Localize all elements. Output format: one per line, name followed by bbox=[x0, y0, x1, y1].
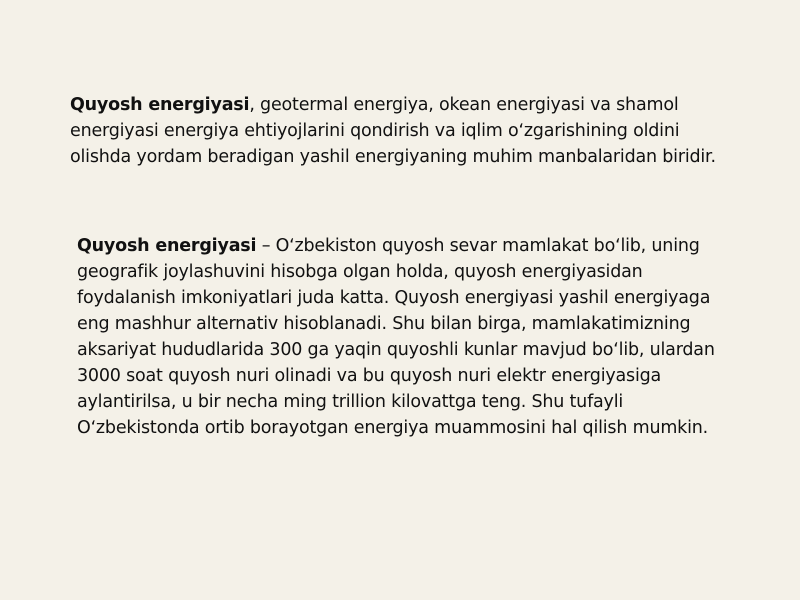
paragraph-uzbekistan-text: – Oʻzbekiston quyosh sevar mamlakat boʻlib, uning geografik joylashuvini hisobga olgan holda, quyosh energiyasidan foydalanish imkoniyatlari juda katta. Quyosh energiyasi yashil energiyaga eng mashhur alternativ hisoblanadi. Shu bilan birga, mamlakatimizning aksariyat hududlarida 300 ga yaqin quyoshli kunlar mavjud boʻlib, ulardan 3000 soat quyosh nuri olinadi va bu quyosh nuri elektr energiyasiga aylantirilsa, u bir necha ming trillion kilovattga teng. Shu tufayli Oʻzbekistonda ortib borayotgan energiya muammosini hal qilish mumkin. bbox=[77, 236, 715, 438]
paragraph-intro-lead: Quyosh energiyasi bbox=[70, 95, 250, 115]
paragraph-intro bbox=[70, 92, 730, 170]
paragraph-uzbekistan-lead: Quyosh energiyasi bbox=[77, 236, 257, 256]
paragraph-uzbekistan bbox=[77, 233, 737, 441]
paragraph-intro-text: , geotermal energiya, okean energiyasi va shamol energiyasi energiya ehtiyojlarini qondirish va iqlim oʻzgarishining oldini olishda yordam beradigan yashil energiyaning muhim manbalaridan biridir. bbox=[70, 95, 716, 167]
